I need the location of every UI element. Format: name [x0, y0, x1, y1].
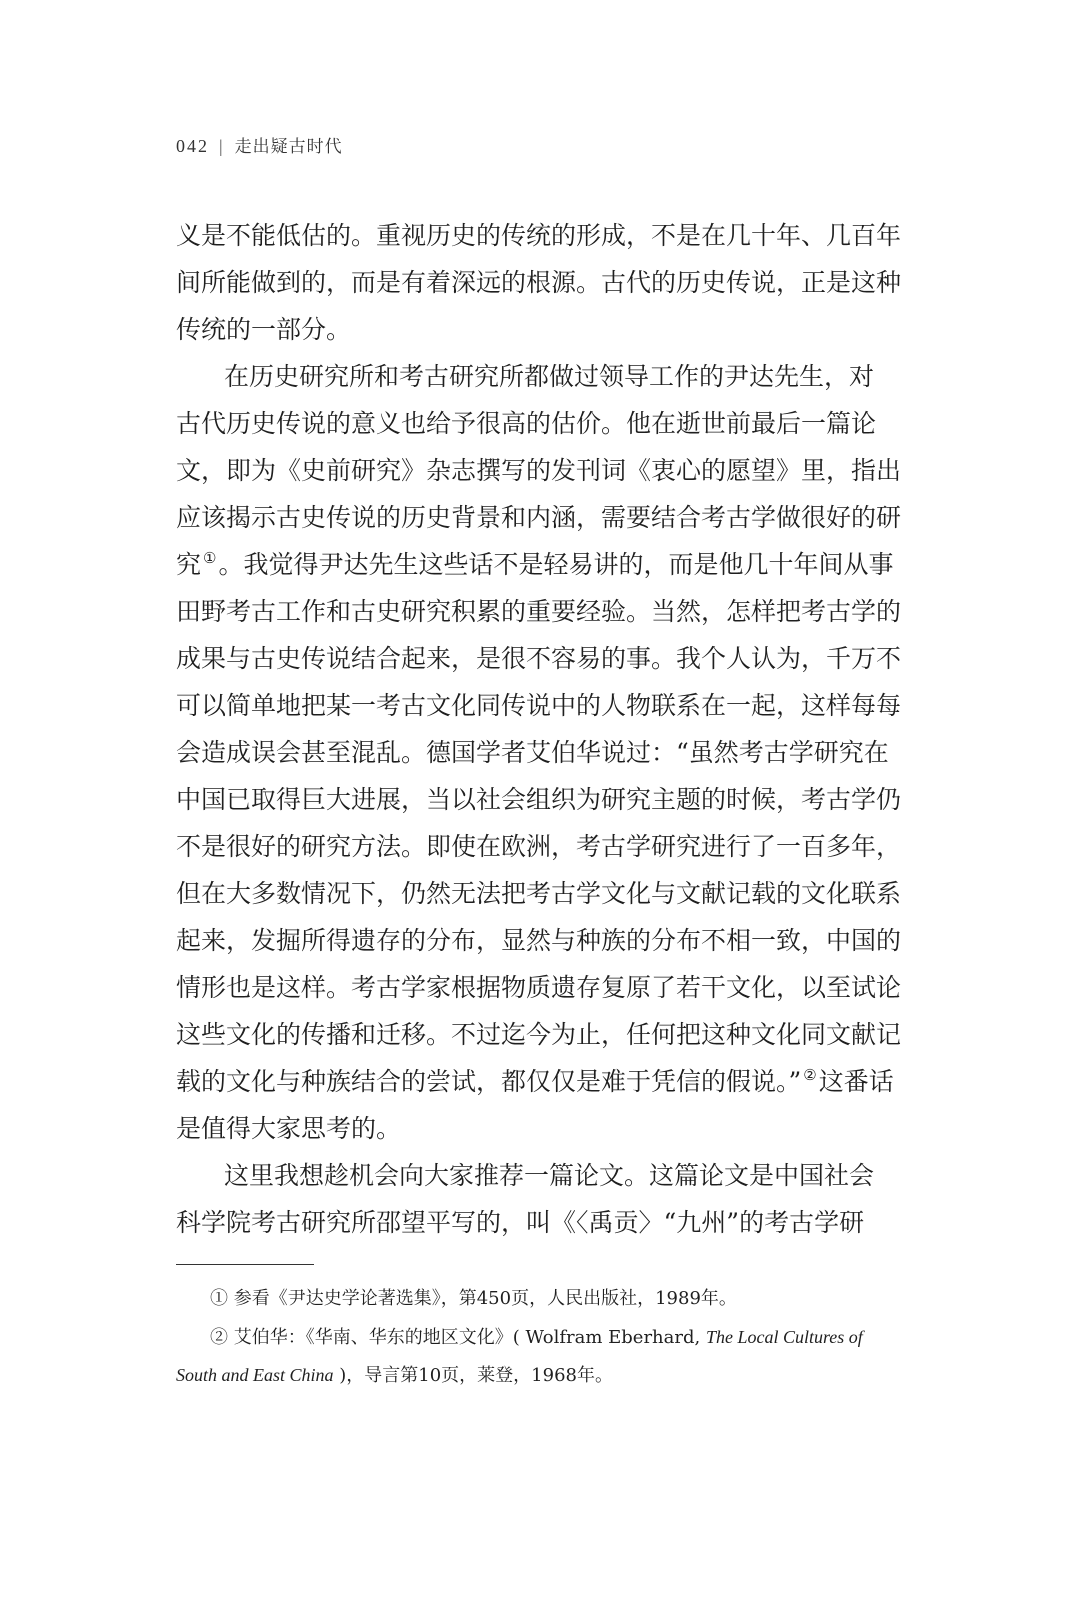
footnote-marker: ①	[210, 1288, 228, 1309]
text-segment: 载的文化与种族结合的尝试，都仅仅是难于凭信的假说。”	[176, 1067, 802, 1096]
paragraph-3	[176, 1152, 906, 1246]
footnote-ref-1[interactable]: ①	[203, 549, 217, 567]
footnote-italic-title: South and East China	[176, 1365, 334, 1385]
footnote-1	[176, 1280, 906, 1318]
text-line: 不是很好的研究方法。即使在欧洲，考古学研究进行了一百多年，	[176, 832, 902, 861]
text-line-with-footnote-ref	[176, 541, 906, 588]
text-segment: 这番话	[818, 1067, 894, 1096]
footnote-italic-title: The Local Cultures of	[705, 1327, 863, 1347]
text-line: 可以简单地把某一考古文化同传说中的人物联系在一起，这样每每	[176, 691, 902, 720]
footnote-text: 艾伯华：《华南、华东的地区文化》( Wolfram Eberhard,	[233, 1327, 706, 1348]
footnote-2	[176, 1318, 906, 1356]
page-number: 042	[176, 136, 209, 156]
text-line: 义是不能低估的。重视历史的传统的形成，不是在几十年、几百年	[176, 221, 902, 250]
text-line: 这里我想趁机会向大家推荐一篇论文。这篇论文是中国社会	[224, 1161, 875, 1190]
text-line: 是值得大家思考的。	[176, 1114, 402, 1143]
text-line: 这些文化的传播和迁移。不过迄今为止，任何把这种文化同文献记	[176, 1020, 902, 1049]
footnote-text: 参看《尹达史学论著选集》，第450页，人民出版社，1989年。	[233, 1288, 737, 1309]
text-line: 间所能做到的，而是有着深远的根源。古代的历史传说，正是这种	[176, 268, 902, 297]
footnote-divider	[176, 1264, 314, 1265]
running-header	[176, 132, 343, 157]
footnote-ref-2[interactable]: ②	[803, 1066, 817, 1084]
text-line: 起来，发掘所得遗存的分布，显然与种族的分布不相一致，中国的	[176, 926, 902, 955]
text-segment: 。我觉得尹达先生这些话不是轻易讲的，而是他几十年间从事	[218, 550, 894, 579]
text-line: 中国已取得巨大进展，当以社会组织为研究主题的时候，考古学仍	[176, 785, 902, 814]
text-segment: 究	[176, 550, 202, 579]
body-text	[176, 212, 906, 1246]
text-line: 在历史研究所和考古研究所都做过领导工作的尹达先生，对	[224, 362, 875, 391]
text-line: 但在大多数情况下，仍然无法把考古学文化与文献记载的文化联系	[176, 879, 902, 908]
text-line: 科学院考古研究所邵望平写的，叫《〈禹贡〉“九州”的考古学研	[176, 1208, 865, 1237]
footnote-marker: ②	[210, 1327, 228, 1348]
header-separator: |	[219, 136, 225, 156]
paragraph-1	[176, 212, 906, 353]
text-line: 会造成误会甚至混乱。德国学者艾伯华说过：“虽然考古学研究在	[176, 738, 889, 767]
text-line: 文，即为《史前研究》杂志撰写的发刊词《衷心的愿望》里，指出	[176, 456, 902, 485]
paragraph-2	[176, 353, 906, 1152]
footnote-2-continued	[176, 1356, 906, 1394]
footnote-text: )，导言第10页，莱登，1968年。	[333, 1365, 613, 1386]
text-line: 情形也是这样。考古学家根据物质遗存复原了若干文化，以至试论	[176, 973, 902, 1002]
text-line: 古代历史传说的意义也给予很高的估价。他在逝世前最后一篇论	[176, 409, 877, 438]
text-line: 应该揭示古史传说的历史背景和内涵，需要结合考古学做很好的研	[176, 503, 902, 532]
text-line: 田野考古工作和古史研究积累的重要经验。当然，怎样把考古学的	[176, 597, 902, 626]
text-line: 传统的一部分。	[176, 315, 352, 344]
text-line: 成果与古史传说结合起来，是很不容易的事。我个人认为，千万不	[176, 644, 902, 673]
book-title: 走出疑古时代	[234, 137, 343, 157]
footnotes	[176, 1280, 906, 1394]
text-line-with-footnote-ref	[176, 1058, 906, 1105]
